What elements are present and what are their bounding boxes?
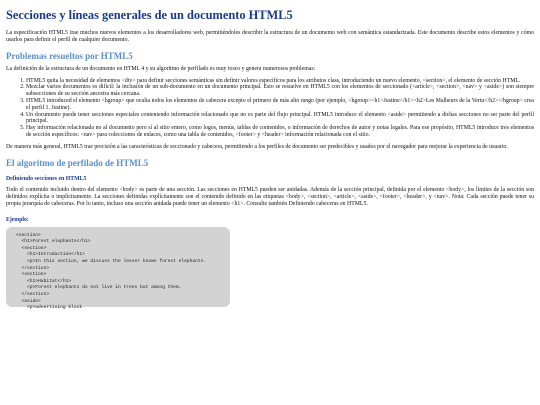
list-item: 2. Mezclar varios documentos es difícil: la inclusión de un sub-documento en un documento principal. Esto se resuelve en HTML5 con los elementos de seccionado (<article>, <section>, <nav> y <aside>) son siempre subsecciones de su sección ancestra más cercana. — [26, 84, 534, 98]
code-line: <section> — [16, 272, 47, 278]
code-line: <h1>Habitat</h1> — [16, 278, 72, 284]
code-example-box — [6, 227, 230, 311]
code-line: <section> — [16, 245, 47, 251]
code-line: <p>Forest elephants do not live in trees but among them. — [16, 285, 182, 291]
code-line: <section> — [16, 232, 41, 238]
code-line: <h1>Introduction</h1> — [16, 252, 85, 258]
list-item: 1. HTML5 quita la necesidad de elementos <div> para definir secciones semánticas sin definir valores específicos para los atributos class, introduciendo un nuevo elemento, <section>, el elemento de sección HTML. — [26, 78, 534, 85]
problems-intro-paragraph: La definición de la estructura de un documento en HTML 4 y su algoritmo de perfilado es muy tosco y genera numerosos problemas: — [6, 66, 316, 73]
list-item: 5. Hay información relacionada no al documento pero sí al sitio entero, como logos, menús, tablas de contenidos, o información de derechos de autor y notas legales. Para ese propósito, HTML5 introduce tres elementos de sección específicos: <nav> para colecciones de enlaces, como una tabla de contenidos, <footer> y <header> información relacionada con el sitio. — [26, 125, 534, 139]
section-heading-problems: Problemas resueltos por HTML5 — [6, 51, 133, 62]
problems-summary-paragraph: De manera más general, HTML5 trae precisión a las características de seccionado y cabecera, permitiendo a los perfiles de documento ser predecibles y usados por el navegador para mejorar la experiencia de usuario. — [6, 143, 508, 150]
problems-list — [6, 78, 534, 139]
intro-paragraph: La especificación HTML5 trae muchos nuevos elementos a los desarrolladores web, permitiéndoles describir la estructura de un documento web con semántica estandarizada. Este documento describe estos elementos y cómo usarlos para definir el perfil de cualquier documento. — [6, 30, 534, 44]
list-item: 4. Un documento puede tener secciones especiales conteniendo información relacionado que no es parte del flujo principal. HTML5 introduce el elemento <aside> permitiendo a dichas secciones no ser parte del perfil principal. — [26, 112, 534, 126]
list-item: 3. HTML5 introduced el elemento <hgroup> que oculta todos los elementos de cabecera excepto el primero de más alto rango (por ejemplo, <hgroup><h1>Justine</h1><h2>Les Malheurs de la Vertu</h2></hgroup> crea el perfil 1. Justine). — [26, 98, 534, 112]
section-heading-algorithm: El algoritmo de perfilado de HTML5 — [6, 157, 149, 168]
subheading-defining-sections: Definiendo secciones en HTML5 — [6, 175, 87, 182]
code-line: </section> — [16, 265, 50, 271]
code-line: </section> — [16, 291, 50, 297]
code-line: <p>In this section, we discuss the lesser known forest elephants. — [16, 258, 207, 264]
code-line: <h1>Forest elephants</h1> — [16, 239, 91, 245]
code-line: <aside> — [16, 298, 41, 304]
defining-sections-paragraph: Todo el contenido incluido dentro del elemento <body> es parte de una sección. Las secciones en HTML5 pueden ser anidadas. Además de la sección principal, definida por el elemento <body>, los límites de la sección son definidos explícita o implícitamente. La secciones definidas explícitamente son el contenido definido en las etiquetas <body>, <section>, <article>, <aside>, <footer>, <header>, y <nav>. Nota: Cada sección puede tener su propia jerarquía de cabeceras. Por lo tanto, incluso una sección anidada puede tener un elemento <h1>. Consulte también Definiendo cabeceras en HTML5. — [6, 186, 534, 208]
code-line: <p>advertising block — [16, 305, 83, 311]
example-label: Ejemplo: — [6, 216, 29, 223]
page-title: Secciones y líneas generales de un documento HTML5 — [6, 8, 293, 22]
